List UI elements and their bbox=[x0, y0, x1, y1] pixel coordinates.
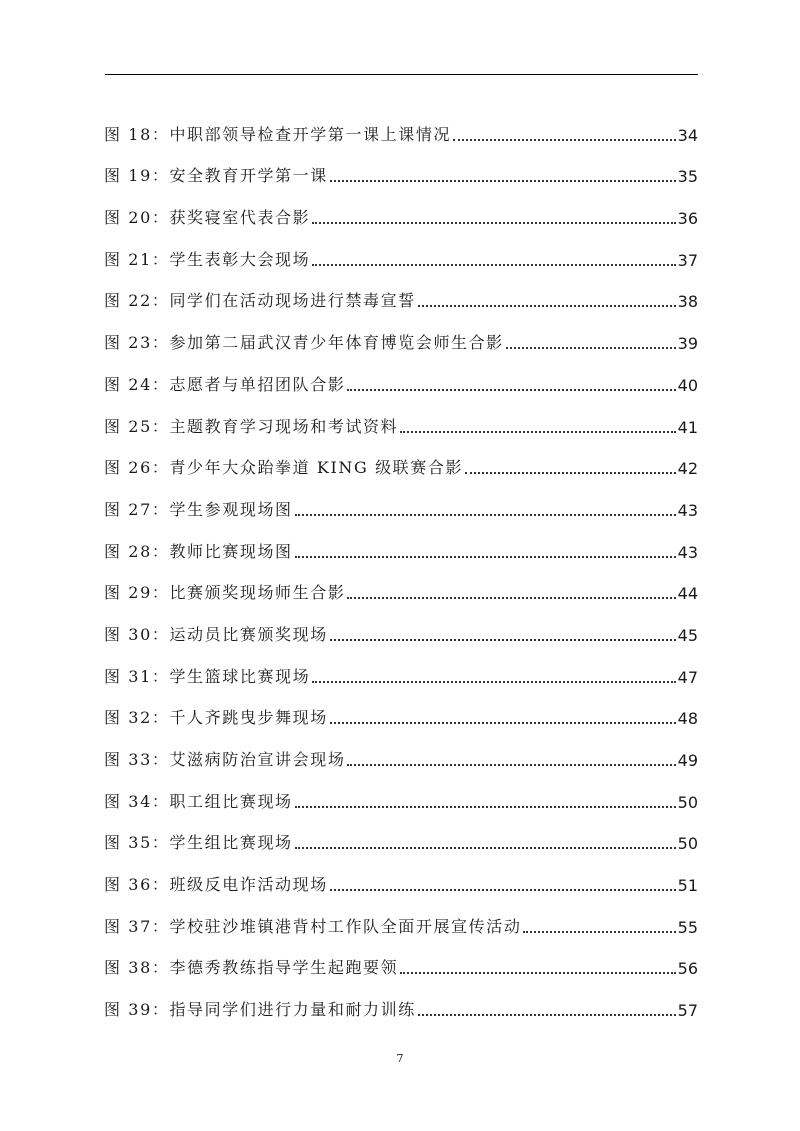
entry-page-number: 41 bbox=[677, 417, 698, 437]
toc-entry[interactable] bbox=[104, 150, 698, 192]
toc-entry[interactable] bbox=[104, 400, 698, 442]
toc-entry[interactable] bbox=[104, 858, 698, 900]
dot-leader bbox=[465, 472, 676, 474]
toc-entry[interactable] bbox=[104, 233, 698, 275]
dot-leader bbox=[330, 180, 676, 182]
dot-leader bbox=[418, 1014, 676, 1016]
toc-entry[interactable] bbox=[104, 900, 698, 942]
entry-page-number: 43 bbox=[677, 500, 698, 520]
dot-leader bbox=[312, 222, 675, 224]
toc-entry[interactable] bbox=[104, 191, 698, 233]
entry-page-number: 50 bbox=[677, 834, 698, 854]
entry-page-number: 36 bbox=[677, 209, 698, 229]
dot-leader bbox=[400, 972, 675, 974]
entry-page-number: 39 bbox=[677, 334, 698, 354]
entry-title: 图 24：志愿者与单招团队合影 bbox=[104, 374, 346, 394]
toc-entry[interactable] bbox=[104, 483, 698, 525]
dot-leader bbox=[400, 431, 675, 433]
entry-page-number: 43 bbox=[677, 542, 698, 562]
entry-page-number: 37 bbox=[677, 250, 698, 270]
dot-leader bbox=[330, 639, 676, 641]
entry-title: 图 36：班级反电诈活动现场 bbox=[104, 875, 328, 895]
toc-entry[interactable] bbox=[104, 608, 698, 650]
entry-title: 图 25：主题教育学习现场和考试资料 bbox=[104, 416, 399, 436]
dot-leader bbox=[453, 139, 676, 141]
entry-page-number: 45 bbox=[677, 625, 698, 645]
dot-leader bbox=[523, 931, 675, 933]
entry-title: 图 26：青少年大众跆拳道 KING 级联赛合影 bbox=[104, 458, 464, 478]
entry-title: 图 23：参加第二届武汉青少年体育博览会师生合影 bbox=[104, 333, 504, 353]
entry-page-number: 50 bbox=[677, 792, 698, 812]
entry-page-number: 56 bbox=[677, 959, 698, 979]
toc-entry[interactable] bbox=[104, 817, 698, 859]
entry-page-number: 47 bbox=[677, 667, 698, 687]
dot-leader bbox=[312, 681, 675, 683]
toc-entry[interactable] bbox=[104, 442, 698, 484]
toc-entry[interactable] bbox=[104, 942, 698, 984]
entry-title: 图 35：学生组比赛现场 bbox=[104, 833, 293, 853]
toc-entry[interactable] bbox=[104, 733, 698, 775]
toc-entry[interactable] bbox=[104, 983, 698, 1025]
toc-entry[interactable] bbox=[104, 650, 698, 692]
dot-leader bbox=[295, 556, 676, 558]
toc-entry[interactable] bbox=[104, 275, 698, 317]
dot-leader bbox=[347, 764, 675, 766]
entry-title: 图 19：安全教育开学第一课 bbox=[104, 166, 328, 186]
entry-page-number: 57 bbox=[677, 1001, 698, 1021]
toc-entry[interactable] bbox=[104, 775, 698, 817]
entry-title: 图 18：中职部领导检查开学第一课上课情况 bbox=[104, 124, 452, 144]
entry-page-number: 55 bbox=[677, 917, 698, 937]
dot-leader bbox=[330, 889, 676, 891]
entry-title: 图 32：千人齐跳曳步舞现场 bbox=[104, 708, 328, 728]
entry-title: 图 34：职工组比赛现场 bbox=[104, 791, 293, 811]
dot-leader bbox=[330, 722, 676, 724]
entry-title: 图 28：教师比赛现场图 bbox=[104, 541, 293, 561]
entry-page-number: 51 bbox=[677, 876, 698, 896]
entry-page-number: 48 bbox=[677, 709, 698, 729]
toc-entry[interactable] bbox=[104, 567, 698, 609]
toc-entry[interactable] bbox=[104, 525, 698, 567]
dot-leader bbox=[295, 806, 676, 808]
entry-page-number: 40 bbox=[677, 375, 698, 395]
toc-entry[interactable] bbox=[104, 108, 698, 150]
entry-page-number: 49 bbox=[677, 751, 698, 770]
entry-title: 图 29：比赛颁奖现场师生合影 bbox=[104, 583, 346, 603]
entry-title: 图 21：学生表彰大会现场 bbox=[104, 249, 311, 269]
dot-leader bbox=[347, 389, 675, 391]
toc-entry[interactable] bbox=[104, 316, 698, 358]
figure-list bbox=[104, 108, 698, 1025]
dot-leader bbox=[295, 847, 676, 849]
entry-title: 图 38：李德秀教练指导学生起跑要领 bbox=[104, 958, 399, 978]
entry-title: 图 33：艾滋病防治宣讲会现场 bbox=[104, 750, 346, 769]
entry-page-number: 42 bbox=[677, 459, 698, 479]
entry-title: 图 22：同学们在活动现场进行禁毒宣誓 bbox=[104, 291, 416, 311]
dot-leader bbox=[312, 264, 675, 266]
toc-entry[interactable] bbox=[104, 358, 698, 400]
page-number: 7 bbox=[396, 1052, 404, 1065]
entry-page-number: 35 bbox=[677, 167, 698, 187]
entry-title: 图 37：学校驻沙堆镇港背村工作队全面开展宣传活动 bbox=[104, 916, 522, 936]
toc-entry[interactable] bbox=[104, 692, 698, 734]
entry-title: 图 31：学生篮球比赛现场 bbox=[104, 666, 311, 686]
entry-title: 图 30：运动员比赛颁奖现场 bbox=[104, 624, 328, 644]
header-rule bbox=[105, 74, 698, 75]
entry-title: 图 27：学生参观现场图 bbox=[104, 499, 293, 519]
entry-page-number: 34 bbox=[677, 125, 698, 145]
entry-title: 图 20：获奖寝室代表合影 bbox=[104, 208, 311, 228]
dot-leader bbox=[506, 347, 676, 349]
dot-leader bbox=[418, 305, 676, 307]
entry-title: 图 39：指导同学们进行力量和耐力训练 bbox=[104, 1000, 416, 1020]
entry-page-number: 38 bbox=[677, 292, 698, 312]
dot-leader bbox=[295, 514, 676, 516]
dot-leader bbox=[347, 597, 675, 599]
entry-page-number: 44 bbox=[677, 584, 698, 604]
